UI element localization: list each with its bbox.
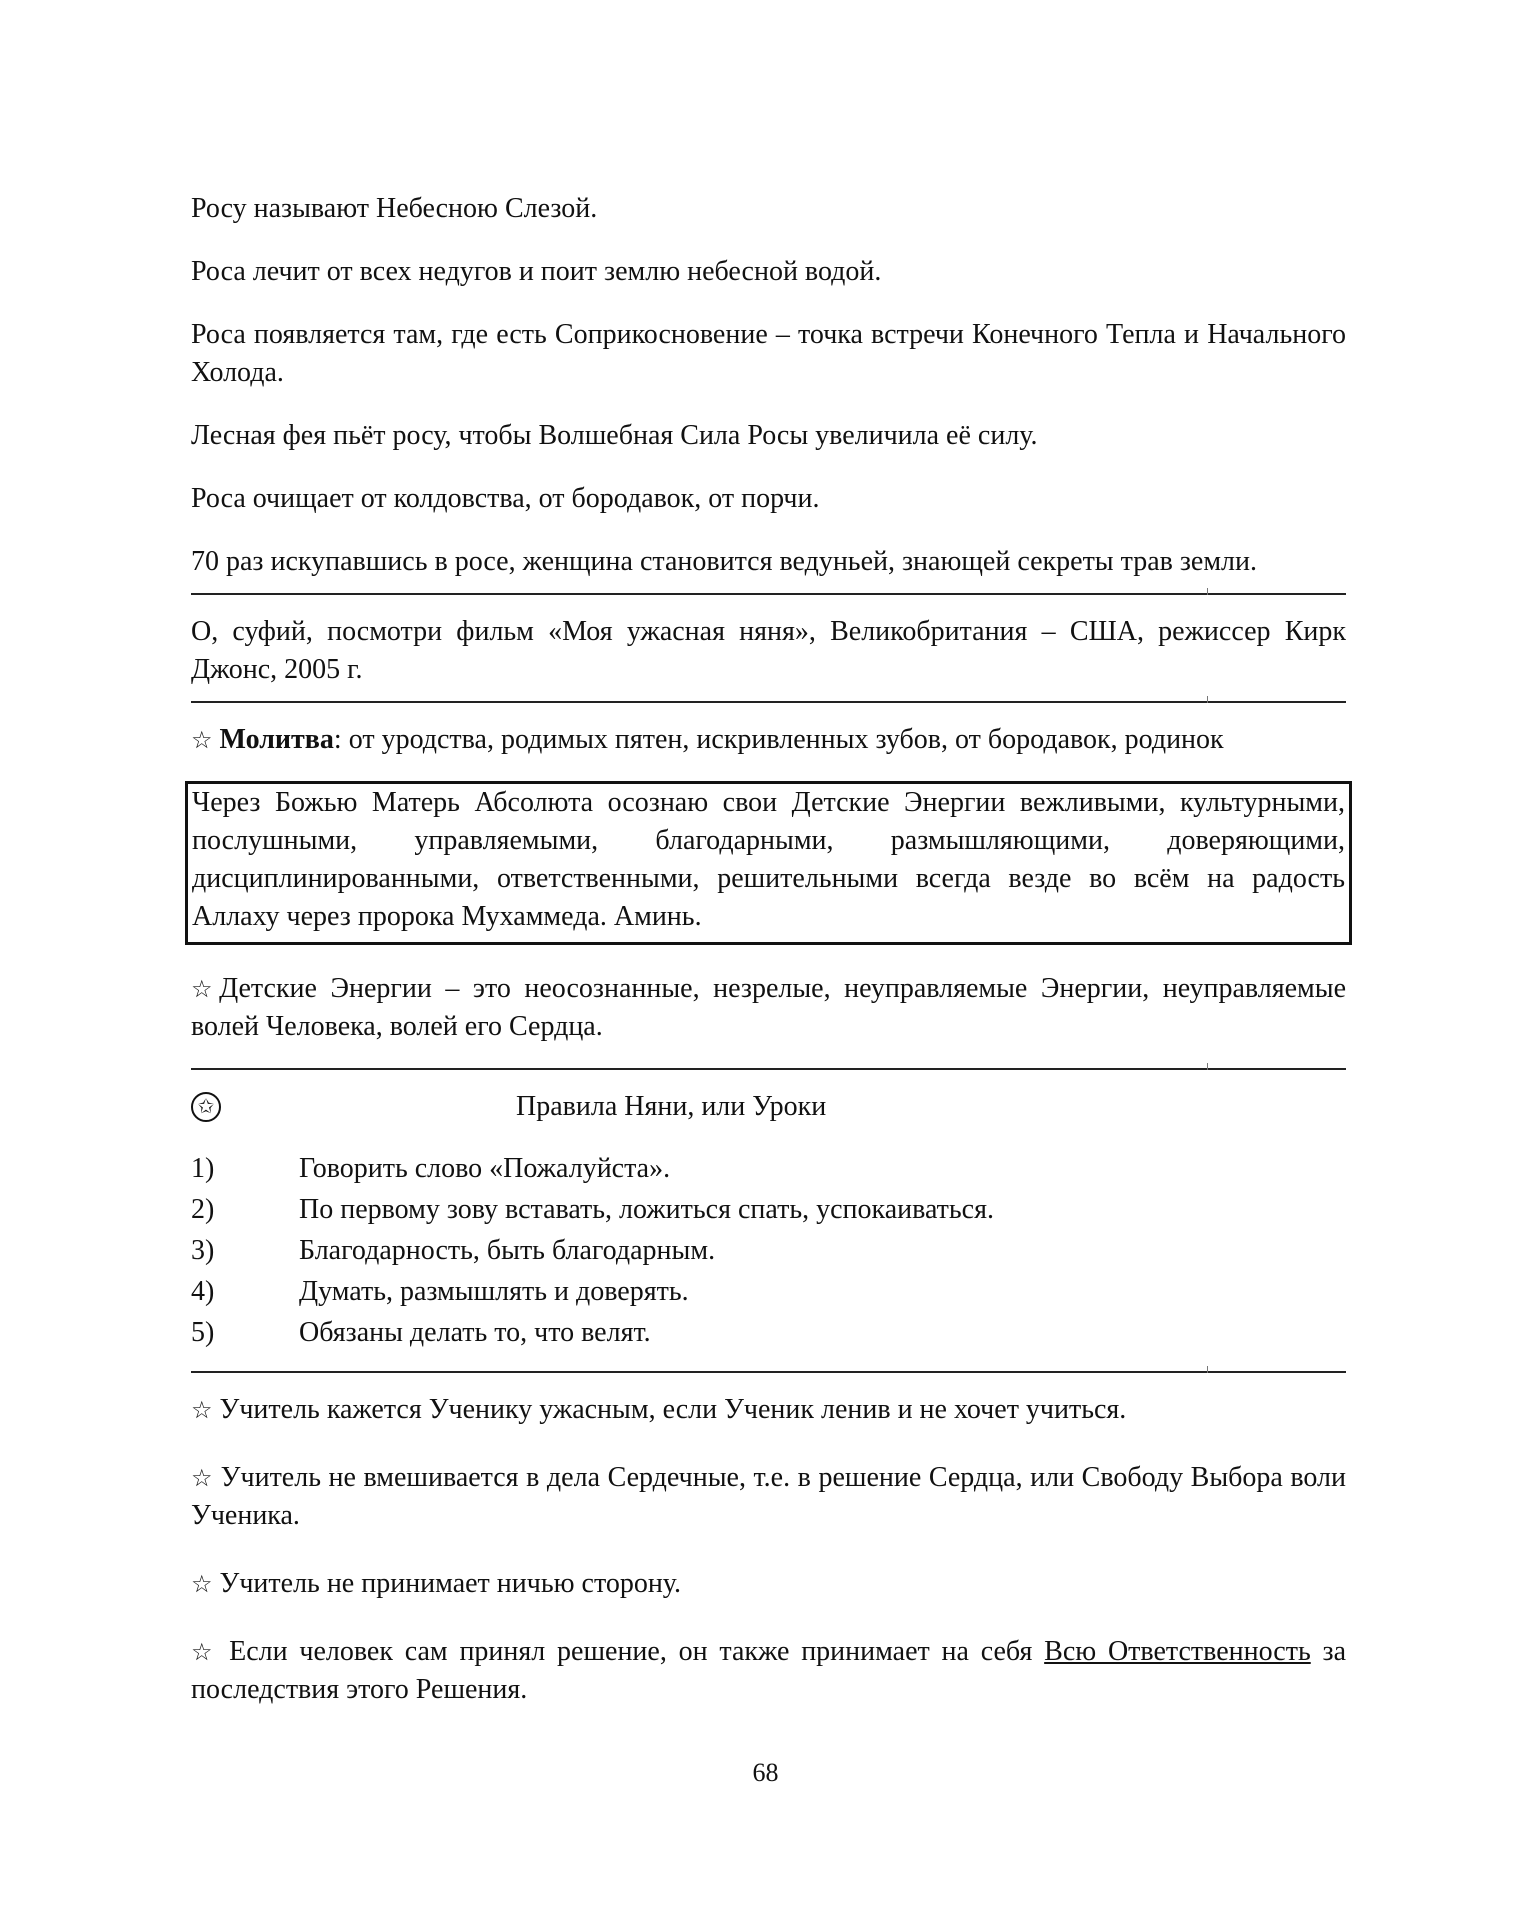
paragraph-dew-tear: Росу называют Небесною Слезой. [191,193,598,224]
prayer-box: Через Божью Матерь Абсолюта осознаю свои Детские Энергии вежливыми, культурными, послушными, управляемыми, благодарными, размышляющими, доверяющими, дисциплинированными, ответственными, решительными всегда везде во всём на радость Аллаху через пророка Мухаммеда. Аминь. [185,781,1352,945]
list-item-number: 1) [191,1153,215,1184]
teacher-note-text: Учитель не принимает ничью сторону. [219,1568,681,1599]
child-energies-text: Детские Энергии – это неосознанные, незрелые, неуправляемые Энергии, неуправляемые волей Человека, волей его Сердца. [191,973,1346,1042]
circled-star-icon: ✩ [191,1092,221,1122]
page-number: 68 [752,1758,779,1787]
teacher-note-text: Учитель не вмешивается в дела Сердечные, т.е. в решение Сердца, или Свободу Выбора воли Ученика. [191,1462,1347,1531]
page-content [191,190,1346,1709]
teacher-note-text: Если человек сам принял решение, он также принимает на себя [229,1636,1045,1667]
film-note: О, суфий, посмотри фильм «Моя ужасная няня», Великобритания – США, режиссер Кирк Джонс, 2005 г. [191,616,1346,685]
list-item-text: Думать, размышлять и доверять. [299,1276,689,1307]
star-icon: ☆ [191,1638,218,1666]
teacher-note-no-sides [191,1565,1346,1603]
list-item-number: 5) [191,1317,215,1348]
teacher-note-responsibility [191,1633,1346,1709]
paragraph-forest-fairy: Лесная фея пьёт росу, чтобы Волшебная Сила Росы увеличила её силу. [191,420,1038,451]
divider-line [191,1371,1346,1373]
divider-line [191,1068,1346,1070]
teacher-note-text: Учитель кажется Ученику ужасным, если Ученик ленив и не хочет учиться. [219,1394,1127,1425]
list-item [191,1148,1346,1189]
divider-line [191,701,1346,703]
prayer-heading [191,721,1346,759]
list-item [191,1271,1346,1312]
prayer-subject: : от уродства, родимых пятен, искривленных зубов, от бородавок, родинок [333,724,1224,755]
list-item [191,1312,1346,1353]
nanny-rules-title: Правила Няни, или Уроки [516,1091,827,1122]
nanny-rules-heading [191,1088,1346,1132]
star-icon: ☆ [191,975,220,1003]
prayer-label: Молитва [219,724,334,755]
paragraph-seventy-times: 70 раз искупавшись в росе, женщина становится ведуньей, знающей секреты трав земли. [191,546,1258,577]
teacher-note-no-interference [191,1459,1346,1535]
child-energies-definition [191,970,1346,1046]
list-item-number: 2) [191,1194,215,1225]
star-icon: ☆ [191,1396,213,1424]
teacher-note-text-end: за последствия этого Решения. [191,1636,1347,1705]
list-item [191,1230,1346,1271]
teacher-note-lazy-student [191,1391,1346,1429]
divider-line [191,593,1346,595]
list-item-text: Благодарность, быть благодарным. [299,1235,716,1266]
star-icon: ☆ [191,726,213,754]
star-icon: ☆ [191,1570,213,1598]
star-icon: ☆ [191,1464,214,1492]
list-item-number: 3) [191,1235,215,1266]
list-item [191,1189,1346,1230]
paragraph-dew-appears: Роса появляется там, где есть Соприкосновение – точка встречи Конечного Тепла и Начального Холода. [191,319,1346,388]
nanny-rules-list [191,1148,1346,1353]
paragraph-dew-heals: Роса лечит от всех недугов и поит землю небесной водой. [191,256,882,287]
list-item-number: 4) [191,1276,215,1307]
list-item-text: Обязаны делать то, что велят. [299,1317,651,1348]
underlined-phrase: Всю Ответственность [1044,1636,1311,1667]
paragraph-dew-cleanses: Роса очищает от колдовства, от бородавок, от порчи. [191,483,820,514]
list-item-text: По первому зову вставать, ложиться спать, успокаиваться. [299,1194,994,1225]
list-item-text: Говорить слово «Пожалуйста». [299,1153,671,1184]
